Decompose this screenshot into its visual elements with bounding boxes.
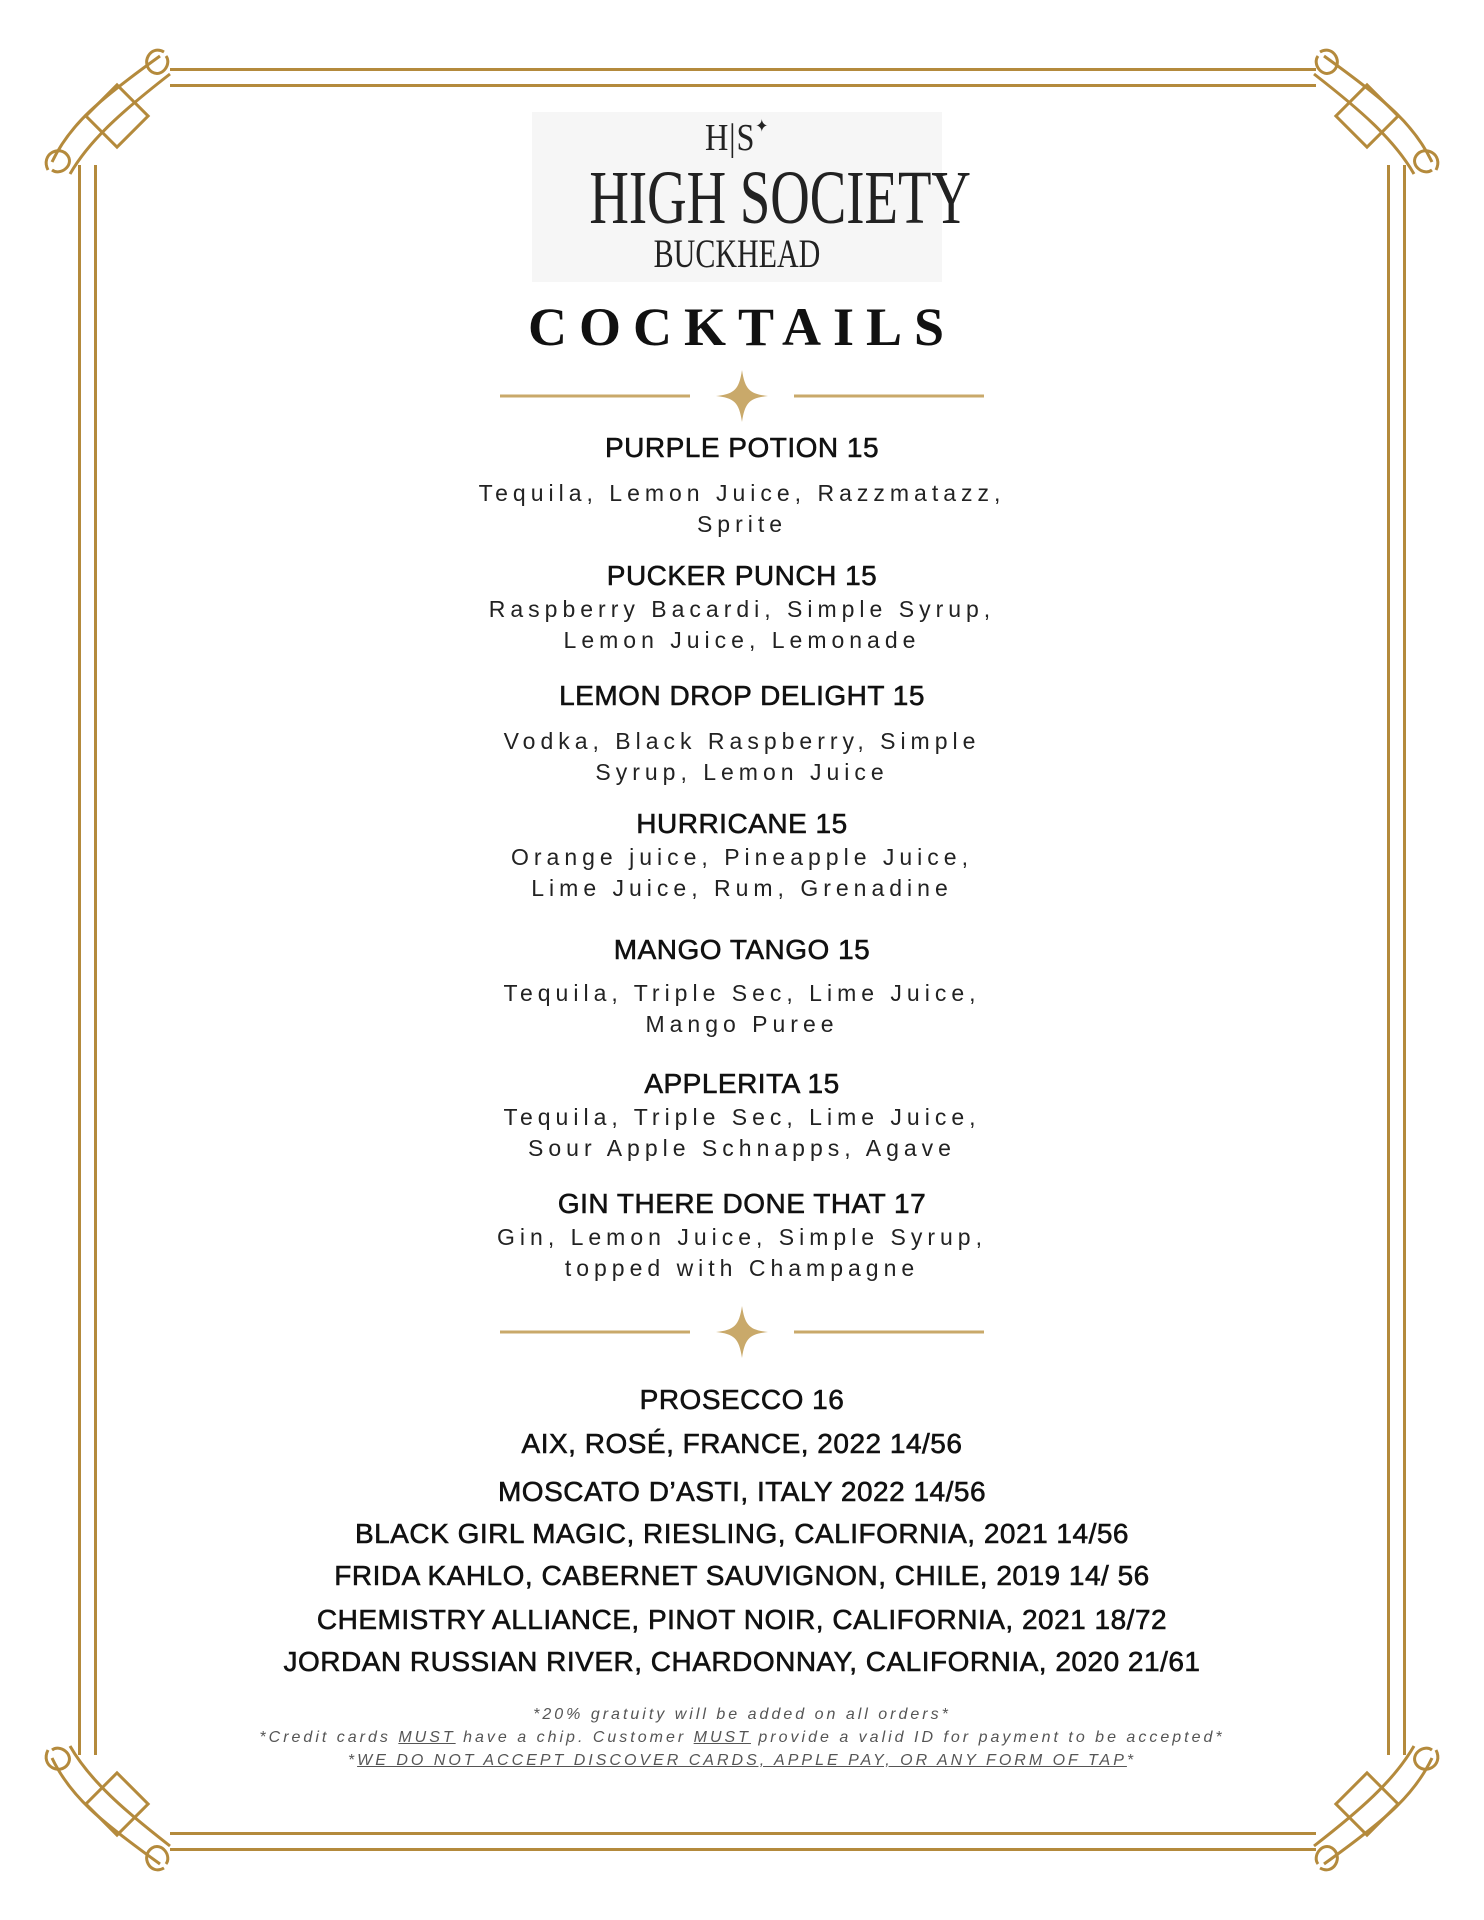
cocktail-name: HURRICANE 15	[636, 808, 848, 839]
cocktail-description: Tequila, Triple Sec, Lime Juice, Mango Puree	[503, 980, 981, 1037]
wine-item: CHEMISTRY ALLIANCE, PINOT NOIR, CALIFORNIA, 2021 18/72	[316, 1604, 1168, 1635]
divider-bottom	[500, 1302, 984, 1362]
sparkle-icon	[716, 1306, 768, 1358]
wine-item: JORDAN RUSSIAN RIVER, CHARDONNAY, CALIFORNIA, 2020 21/61	[283, 1646, 1201, 1677]
credit-card-note: *Credit cards MUST have a chip. Customer MUST provide a valid ID for payment to be accepted*	[259, 1729, 1225, 1746]
cocktail-description: Vodka, Black Raspberry, Simple Syrup, Lemon Juice	[503, 728, 981, 785]
cocktail-description: Tequila, Triple Sec, Lime Juice, Sour Apple Schnapps, Agave	[503, 1104, 981, 1161]
cocktail-name: MANGO TANGO 15	[613, 934, 871, 965]
cocktail-name: APPLERITA 15	[644, 1068, 840, 1099]
frame-bottom-outer	[170, 1848, 1316, 1851]
cocktail-description: Tequila, Lemon Juice, Razzmatazz, Sprite	[478, 480, 1006, 537]
frame-top-outer	[170, 68, 1316, 71]
divider-top	[500, 366, 984, 426]
logo-subtitle: BUCKHEAD	[653, 231, 821, 276]
wine-item: MOSCATO D’ASTI, ITALY 2022 14/56	[497, 1476, 987, 1507]
section-title: COCKTAILS	[527, 297, 957, 357]
corner-ornament-top-right	[1294, 44, 1444, 194]
cocktail-description: Raspberry Bacardi, Simple Syrup, Lemon Juice, Lemonade	[488, 596, 996, 653]
wine-item: FRIDA KAHLO, CABERNET SAUVIGNON, CHILE, 2019 14/ 56	[334, 1560, 1150, 1591]
cocktail-description: Gin, Lemon Juice, Simple Syrup, topped with Champagne	[497, 1224, 987, 1281]
corner-ornament-top-left	[40, 44, 190, 194]
logo	[532, 112, 971, 282]
cocktail-name: PUCKER PUNCH 15	[606, 560, 878, 591]
logo-name: HIGH SOCIETY	[589, 156, 971, 240]
payment-restriction-note: *WE DO NOT ACCEPT DISCOVER CARDS, APPLE PAY, OR ANY FORM OF TAP*	[347, 1752, 1137, 1769]
wine-item: BLACK GIRL MAGIC, RIESLING, CALIFORNIA, 2021 14/56	[354, 1518, 1129, 1549]
frame-bottom-inner	[170, 1832, 1316, 1835]
logo-star-icon: ✦	[755, 116, 769, 136]
wine-item: AIX, ROSÉ, FRANCE, 2022 14/56	[521, 1428, 963, 1459]
corner-ornament-bottom-left	[40, 1726, 190, 1876]
wine-item: PROSECCO 16	[639, 1384, 845, 1415]
logo-monogram: H|S✦	[705, 116, 769, 159]
corner-ornament-bottom-right	[1294, 1726, 1444, 1876]
cocktail-description: Orange juice, Pineapple Juice, Lime Juice, Rum, Grenadine	[511, 844, 973, 901]
cocktail-name: LEMON DROP DELIGHT 15	[559, 680, 925, 711]
frame-top-inner	[170, 84, 1316, 87]
cocktail-name: GIN THERE DONE THAT 17	[557, 1188, 927, 1219]
cocktail-name: PURPLE POTION 15	[604, 432, 880, 463]
gratuity-note: *20% gratuity will be added on all orders*	[533, 1706, 951, 1723]
sparkle-icon	[716, 370, 768, 422]
